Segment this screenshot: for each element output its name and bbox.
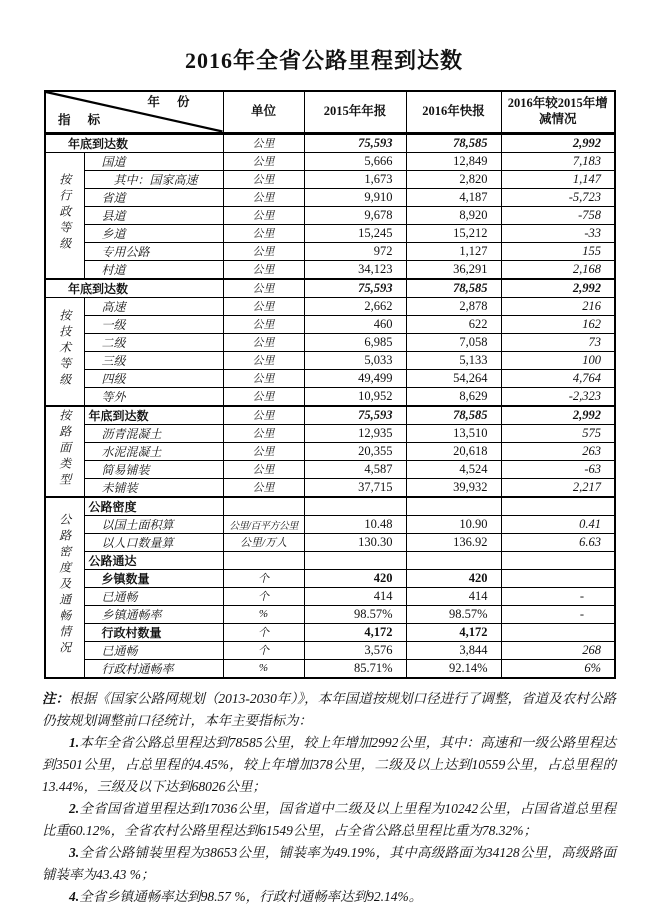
- indicator-cell: 简易铺装: [84, 460, 223, 478]
- value-2015-cell: 75,593: [304, 406, 406, 425]
- note-prefix: 4.: [69, 888, 80, 904]
- table-row: [45, 369, 615, 387]
- header-row: [45, 91, 615, 133]
- notes: [42, 688, 616, 908]
- note-paragraph: 2.全省国省道里程达到17036公里，国省道中二级及以上里程为10242公里，占国省道总里程比重60.12%，全省农村公路里程达到61549公里，占全省公路总里程比重为78.32%；: [42, 800, 616, 838]
- change-cell: 2,992: [501, 406, 615, 425]
- change-cell: 1,147: [501, 170, 615, 188]
- unit-cell: 公里: [223, 351, 304, 369]
- indicator-cell: 四级: [84, 369, 223, 387]
- value-2016-cell: [406, 551, 501, 569]
- value-2015-cell: 460: [304, 315, 406, 333]
- section-category-label: [45, 152, 84, 279]
- table-row: [45, 351, 615, 369]
- unit-cell: 个: [223, 641, 304, 659]
- change-cell: [501, 569, 615, 587]
- indicator-cell: 年底到达数: [45, 133, 223, 152]
- unit-cell: 个: [223, 569, 304, 587]
- section-category-text: 公路密度及通畅情况: [57, 513, 72, 657]
- value-2016-cell: 4,187: [406, 188, 501, 206]
- unit-cell: 公里: [223, 406, 304, 425]
- change-cell: 2,168: [501, 260, 615, 279]
- table-row: [45, 533, 615, 551]
- table-body: [45, 133, 615, 678]
- change-cell: 2,992: [501, 279, 615, 298]
- indicator-cell: 行政村通畅率: [84, 659, 223, 678]
- change-cell: -2,323: [501, 387, 615, 406]
- note-paragraph: 4.全省乡镇通畅率达到98.57 %，行政村通畅率达到92.14%。: [69, 888, 423, 904]
- change-cell: 73: [501, 333, 615, 351]
- section-category-text: 按路面类型: [57, 409, 72, 489]
- value-2016-cell: 36,291: [406, 260, 501, 279]
- indicator-cell: 国道: [84, 152, 223, 170]
- change-cell: -758: [501, 206, 615, 224]
- value-2016-cell: 78,585: [406, 406, 501, 425]
- value-2016-cell: 414: [406, 587, 501, 605]
- table-row: [45, 188, 615, 206]
- indicator-cell: 年底到达数: [45, 279, 223, 298]
- unit-cell: 公里: [223, 188, 304, 206]
- value-2016-cell: 5,133: [406, 351, 501, 369]
- value-2015-cell: 4,172: [304, 623, 406, 641]
- note-paragraph: 1.本年全省公路总里程达到78585公里，较上年增加2992公里，其中：高速和一级公路里程达到3501公里，占总里程的4.45%，较上年增加378公里，二级及以上达到10559公里，占总里程的13.44%，三级及以下达到68026公里；: [42, 734, 616, 794]
- indicator-cell: 乡镇数量: [84, 569, 223, 587]
- change-cell: 0.41: [501, 515, 615, 533]
- unit-cell: 公里: [223, 260, 304, 279]
- table-row: [45, 260, 615, 279]
- table-row: [45, 170, 615, 188]
- table-row: [45, 659, 615, 678]
- unit-cell: %: [223, 659, 304, 678]
- change-cell: [501, 551, 615, 569]
- header-2016-flash: 2016年快报: [406, 91, 501, 133]
- change-cell: -: [501, 587, 615, 605]
- change-cell: 4,764: [501, 369, 615, 387]
- value-2015-cell: 34,123: [304, 260, 406, 279]
- page-title: 2016年全省公路里程到达数: [184, 48, 463, 73]
- unit-cell: 公里/万人: [223, 533, 304, 551]
- table-row: [45, 478, 615, 497]
- value-2016-cell: 622: [406, 315, 501, 333]
- change-cell: 575: [501, 424, 615, 442]
- section-category-text: 按技术等级: [57, 309, 72, 389]
- indicator-cell: 其中：国家高速: [84, 170, 223, 188]
- table-row: [45, 224, 615, 242]
- value-2015-cell: 420: [304, 569, 406, 587]
- section-category-text: 按行政等级: [57, 173, 72, 253]
- note-paragraph: 3.全省公路铺装里程为38653公里，铺装率为49.19%，其中高级路面为34128公里，高级路面铺装率为43.43 %；: [42, 844, 616, 882]
- value-2016-cell: 4,172: [406, 623, 501, 641]
- value-2016-cell: 1,127: [406, 242, 501, 260]
- unit-cell: [223, 497, 304, 516]
- indicator-cell: 县道: [84, 206, 223, 224]
- indicator-cell: 一级: [84, 315, 223, 333]
- value-2015-cell: 9,910: [304, 188, 406, 206]
- note-prefix: 2.: [69, 800, 80, 816]
- value-2016-cell: 420: [406, 569, 501, 587]
- value-2015-cell: 12,935: [304, 424, 406, 442]
- note-prefix: 注：: [42, 690, 70, 706]
- change-cell: 2,992: [501, 133, 615, 152]
- value-2015-cell: 75,593: [304, 279, 406, 298]
- table-row: [45, 406, 615, 425]
- header-change: 2016年较2015年增减情况: [501, 91, 615, 133]
- value-2015-cell: 5,033: [304, 351, 406, 369]
- highway-mileage-table: [44, 90, 616, 679]
- value-2015-cell: 75,593: [304, 133, 406, 152]
- value-2016-cell: 54,264: [406, 369, 501, 387]
- value-2015-cell: 5,666: [304, 152, 406, 170]
- header-2015-annual: 2015年年报: [304, 91, 406, 133]
- indicator-cell: 已通畅: [84, 587, 223, 605]
- value-2016-cell: 78,585: [406, 279, 501, 298]
- change-cell: [501, 497, 615, 516]
- indicator-cell: 公路密度: [84, 497, 223, 516]
- indicator-cell: 年底到达数: [84, 406, 223, 425]
- value-2016-cell: 10.90: [406, 515, 501, 533]
- unit-cell: 公里: [223, 442, 304, 460]
- value-2016-cell: 15,212: [406, 224, 501, 242]
- indicator-cell: 高速: [84, 297, 223, 315]
- table-row: [45, 460, 615, 478]
- indicator-cell: 专用公路: [84, 242, 223, 260]
- value-2015-cell: 10.48: [304, 515, 406, 533]
- unit-cell: 公里: [223, 133, 304, 152]
- unit-cell: 公里: [223, 279, 304, 298]
- value-2015-cell: 972: [304, 242, 406, 260]
- unit-cell: 公里: [223, 333, 304, 351]
- indicator-cell: 公路通达: [84, 551, 223, 569]
- value-2015-cell: 2,662: [304, 297, 406, 315]
- header-unit: 单位: [223, 91, 304, 133]
- change-cell: 6.63: [501, 533, 615, 551]
- table-row: [45, 333, 615, 351]
- indicator-cell: 沥青混凝土: [84, 424, 223, 442]
- unit-cell: 公里: [223, 460, 304, 478]
- unit-cell: 公里/百平方公里: [223, 515, 304, 533]
- unit-cell: 公里: [223, 224, 304, 242]
- change-cell: 263: [501, 442, 615, 460]
- unit-cell: 公里: [223, 152, 304, 170]
- table-row: [45, 587, 615, 605]
- section-category-label: [45, 297, 84, 406]
- value-2016-cell: 4,524: [406, 460, 501, 478]
- value-2015-cell: [304, 551, 406, 569]
- corner-indicator-label: 指 标: [58, 112, 108, 127]
- value-2015-cell: 1,673: [304, 170, 406, 188]
- value-2015-cell: 6,985: [304, 333, 406, 351]
- unit-cell: 公里: [223, 424, 304, 442]
- section-category-label: [45, 497, 84, 678]
- unit-cell: %: [223, 605, 304, 623]
- change-cell: 155: [501, 242, 615, 260]
- table-row: [45, 497, 615, 516]
- table-row: [45, 315, 615, 333]
- indicator-cell: 以人口数量算: [84, 533, 223, 551]
- value-2016-cell: 3,844: [406, 641, 501, 659]
- change-cell: [501, 623, 615, 641]
- value-2016-cell: 78,585: [406, 133, 501, 152]
- indicator-cell: 二级: [84, 333, 223, 351]
- value-2016-cell: 12,849: [406, 152, 501, 170]
- indicator-cell: 村道: [84, 260, 223, 279]
- change-cell: -33: [501, 224, 615, 242]
- table-header: [45, 91, 615, 133]
- table-row: [45, 442, 615, 460]
- value-2016-cell: 13,510: [406, 424, 501, 442]
- table-row: [45, 605, 615, 623]
- value-2015-cell: 10,952: [304, 387, 406, 406]
- value-2015-cell: 9,678: [304, 206, 406, 224]
- change-cell: 216: [501, 297, 615, 315]
- change-cell: 6%: [501, 659, 615, 678]
- value-2015-cell: 15,245: [304, 224, 406, 242]
- indicator-cell: 三级: [84, 351, 223, 369]
- note-prefix: 3.: [69, 844, 80, 860]
- change-cell: -63: [501, 460, 615, 478]
- table-row: [45, 641, 615, 659]
- indicator-cell: 已通畅: [84, 641, 223, 659]
- table-row: [45, 569, 615, 587]
- value-2015-cell: 414: [304, 587, 406, 605]
- unit-cell: 个: [223, 623, 304, 641]
- unit-cell: [223, 551, 304, 569]
- unit-cell: 公里: [223, 170, 304, 188]
- value-2016-cell: [406, 497, 501, 516]
- change-cell: 2,217: [501, 478, 615, 497]
- unit-cell: 公里: [223, 478, 304, 497]
- change-cell: 100: [501, 351, 615, 369]
- value-2016-cell: 8,629: [406, 387, 501, 406]
- value-2016-cell: 20,618: [406, 442, 501, 460]
- table-row: [45, 623, 615, 641]
- value-2016-cell: 39,932: [406, 478, 501, 497]
- indicator-cell: 乡道: [84, 224, 223, 242]
- indicator-cell: 以国土面积算: [84, 515, 223, 533]
- value-2016-cell: 7,058: [406, 333, 501, 351]
- unit-cell: 公里: [223, 369, 304, 387]
- change-cell: 7,183: [501, 152, 615, 170]
- value-2015-cell: 4,587: [304, 460, 406, 478]
- header-corner-cell: [45, 91, 223, 133]
- value-2015-cell: 98.57%: [304, 605, 406, 623]
- unit-cell: 公里: [223, 387, 304, 406]
- unit-cell: 公里: [223, 242, 304, 260]
- unit-cell: 公里: [223, 315, 304, 333]
- table-row: [45, 297, 615, 315]
- note-prefix: 1.: [69, 734, 80, 750]
- indicator-cell: 未铺装: [84, 478, 223, 497]
- value-2016-cell: 98.57%: [406, 605, 501, 623]
- corner-year-label: 年 份: [147, 95, 197, 109]
- change-cell: 162: [501, 315, 615, 333]
- table-row: [45, 387, 615, 406]
- value-2015-cell: 20,355: [304, 442, 406, 460]
- unit-cell: 个: [223, 587, 304, 605]
- value-2016-cell: 2,878: [406, 297, 501, 315]
- indicator-cell: 等外: [84, 387, 223, 406]
- table-row: [45, 424, 615, 442]
- change-cell: -5,723: [501, 188, 615, 206]
- change-cell: -: [501, 605, 615, 623]
- table-row: [45, 206, 615, 224]
- table-row: [45, 551, 615, 569]
- indicator-cell: 水泥混凝土: [84, 442, 223, 460]
- value-2015-cell: 49,499: [304, 369, 406, 387]
- section-category-label: [45, 406, 84, 497]
- indicator-cell: 行政村数量: [84, 623, 223, 641]
- value-2016-cell: 136.92: [406, 533, 501, 551]
- table-row: [45, 133, 615, 152]
- table-row: [45, 279, 615, 298]
- indicator-cell: 省道: [84, 188, 223, 206]
- table-row: [45, 515, 615, 533]
- value-2015-cell: 85.71%: [304, 659, 406, 678]
- value-2015-cell: 3,576: [304, 641, 406, 659]
- value-2015-cell: [304, 497, 406, 516]
- value-2015-cell: 130.30: [304, 533, 406, 551]
- note-paragraph: 注：根据《国家公路网规划（2013-2030年）》，本年国道按规划口径进行了调整，省道及农村公路仍按规划调整前口径统计，本年主要指标为：: [42, 690, 617, 728]
- indicator-cell: 乡镇通畅率: [84, 605, 223, 623]
- table-row: [45, 242, 615, 260]
- value-2015-cell: 37,715: [304, 478, 406, 497]
- change-cell: 268: [501, 641, 615, 659]
- value-2016-cell: 8,920: [406, 206, 501, 224]
- value-2016-cell: 2,820: [406, 170, 501, 188]
- value-2016-cell: 92.14%: [406, 659, 501, 678]
- unit-cell: 公里: [223, 206, 304, 224]
- table-row: [45, 152, 615, 170]
- unit-cell: 公里: [223, 297, 304, 315]
